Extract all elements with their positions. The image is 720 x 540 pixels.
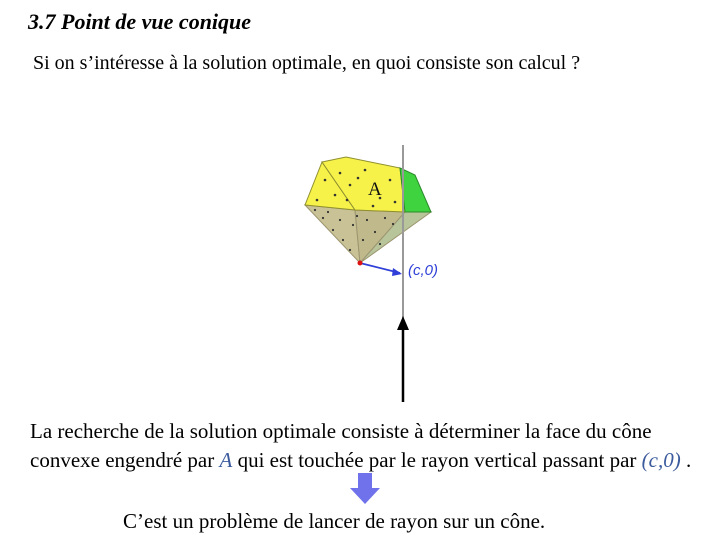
cone-figure (295, 140, 455, 410)
vertex-label: A (368, 179, 382, 200)
green-face (400, 168, 431, 212)
conclusion-text: C’est un problème de lancer de rayon sur un cône. (123, 509, 546, 533)
point-label: (c,0) (408, 262, 438, 279)
explanation-paragraph (30, 417, 710, 475)
emphasis-A: A (219, 448, 233, 472)
vector-arrowhead (392, 268, 402, 276)
paragraph-part3: . (680, 448, 692, 472)
upward-arrow-head (397, 316, 409, 330)
emphasis-c0: (c,0) (641, 448, 681, 472)
paragraph-part1: La recherche de la solution optimale consiste à déterminer la face du cône convexe engendré par (30, 419, 652, 472)
paragraph-part2: qui est touchée par le rayon vertical passant par (232, 448, 642, 472)
question-text: Si on s’intéresse à la solution optimale, en quoi consiste son calcul ? (33, 52, 581, 74)
vertex-dot (358, 261, 363, 266)
down-arrow-icon (350, 473, 380, 505)
lower-face-left (305, 205, 360, 263)
slide-title: 3.7 Point de vue conique (28, 9, 252, 34)
